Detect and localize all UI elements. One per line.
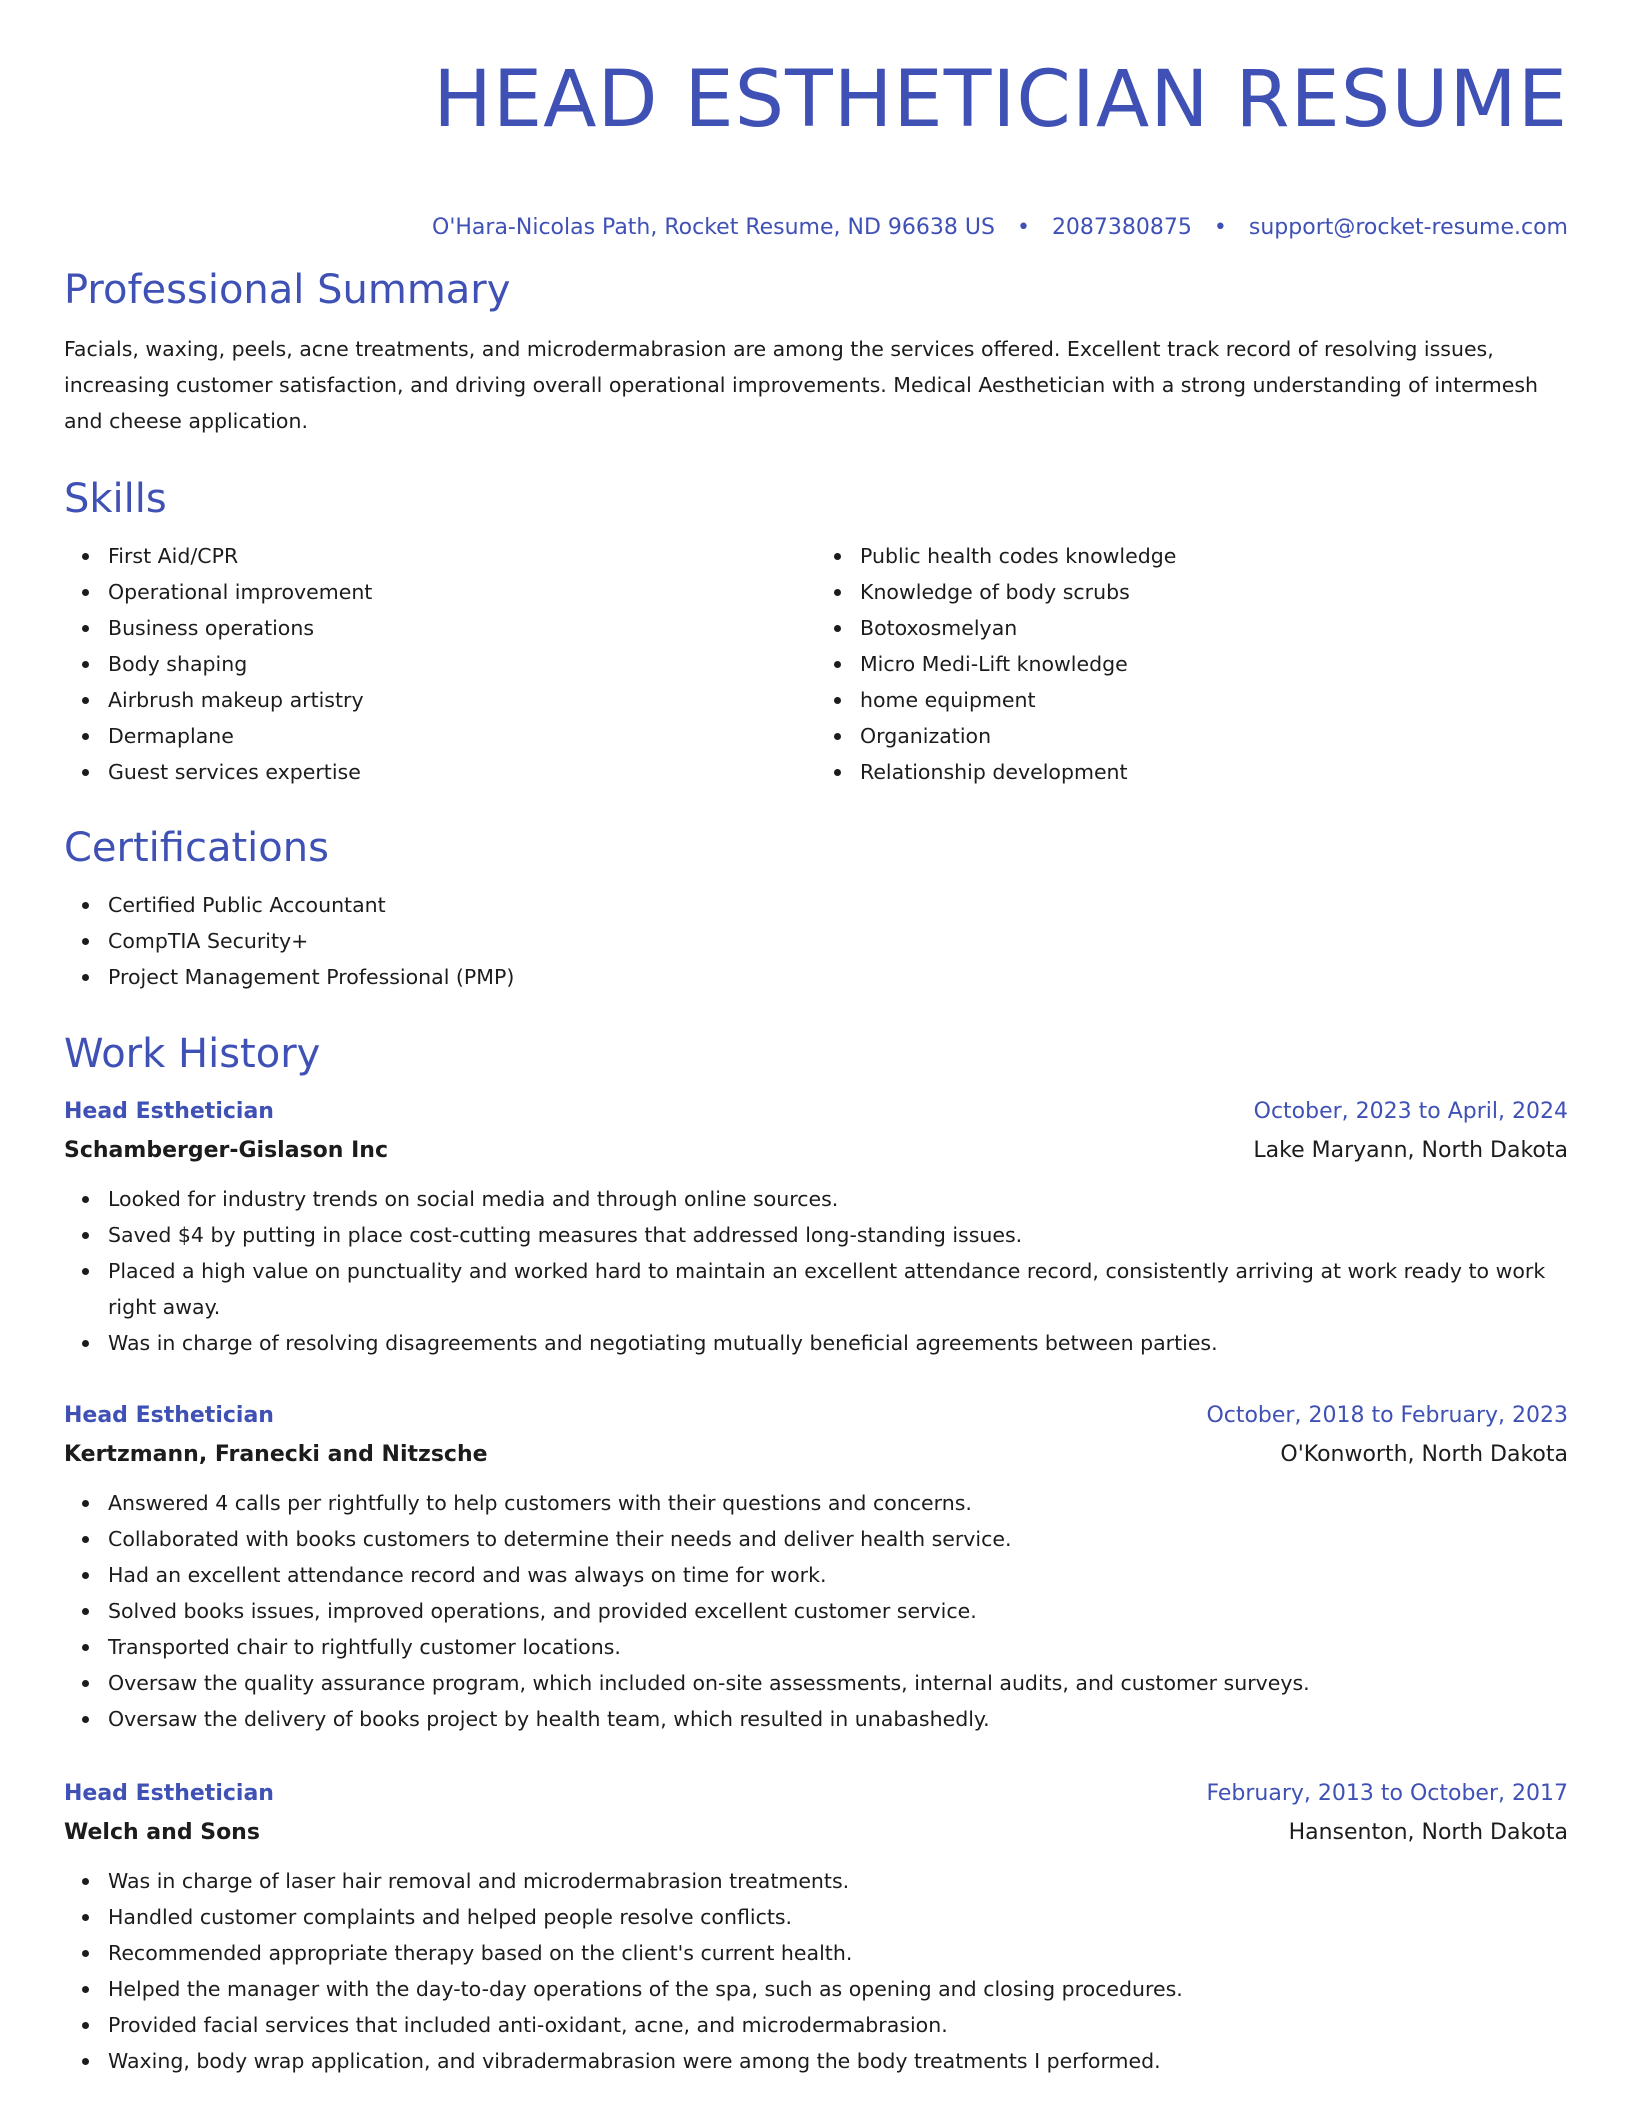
job-location: O'Konworth, North Dakota [1280, 1442, 1568, 1467]
section-heading-certifications: Certifications [64, 825, 329, 871]
list-item: Knowledge of body scrubs [860, 574, 1568, 610]
job-dates: February, 2013 to October, 2017 [1206, 1781, 1568, 1806]
job-location: Lake Maryann, North Dakota [1253, 1138, 1568, 1163]
list-item: Body shaping [108, 646, 816, 682]
section-heading-skills: Skills [64, 476, 167, 522]
list-item: Operational improvement [108, 574, 816, 610]
list-item: Guest services expertise [108, 754, 816, 790]
list-item: Was in charge of resolving disagreements and negotiating mutually beneficial agreements between parties. [108, 1325, 1568, 1361]
contact-line [64, 212, 1568, 244]
list-item: Oversaw the delivery of books project by health team, which resulted in unabashedly. [108, 1701, 1568, 1737]
section-heading-summary: Professional Summary [64, 267, 511, 313]
contact-email: support@rocket-resume.com [1248, 215, 1568, 240]
contact-address: O'Hara-Nicolas Path, Rocket Resume, ND 96638 US [432, 215, 995, 240]
list-item: First Aid/CPR [108, 538, 816, 574]
job-company-row [64, 1435, 1568, 1475]
job-company: Kertzmann, Franecki and Nitzsche [64, 1442, 488, 1467]
list-item: Provided facial services that included anti-oxidant, acne, and microdermabrasion. [108, 2007, 1568, 2043]
job-bullets [64, 1485, 1568, 1737]
summary-text: Facials, waxing, peels, acne treatments, and microdermabrasion are among the services offered. Excellent track record of resolving issues, increasing customer satisfaction, and driving overall operational improvements. Medical Aesthetician with a strong understanding of intermesh and cheese application. [64, 337, 1539, 433]
job-title: Head Esthetician [64, 1781, 274, 1806]
skills-list-left [64, 538, 816, 790]
list-item: Micro Medi-Lift knowledge [860, 646, 1568, 682]
skills-column-left [64, 538, 816, 790]
list-item: Placed a high value on punctuality and worked hard to maintain an excellent attendance record, consistently arriving at work ready to work right away. [108, 1253, 1568, 1325]
list-item: Business operations [108, 610, 816, 646]
job-dates: October, 2023 to April, 2024 [1253, 1099, 1568, 1124]
list-item: Solved books issues, improved operations, and provided excellent customer service. [108, 1593, 1568, 1629]
summary-section [64, 263, 1568, 472]
list-item: Organization [860, 718, 1568, 754]
resume-header [64, 40, 1568, 263]
job-location: Hansenton, North Dakota [1288, 1820, 1568, 1845]
job-company-row [64, 1131, 1568, 1171]
job-company: Welch and Sons [64, 1820, 260, 1845]
list-item: CompTIA Security+ [108, 923, 1568, 959]
list-item: Dermaplane [108, 718, 816, 754]
job-title: Head Esthetician [64, 1099, 274, 1124]
skills-column-right [816, 538, 1568, 790]
skills-list-right [816, 538, 1568, 790]
job-entry [64, 1397, 1568, 1775]
work-history-section [64, 1027, 1568, 2079]
job-company: Schamberger-Gislason Inc [64, 1138, 388, 1163]
list-item: Answered 4 calls per rightfully to help customers with their questions and concerns. [108, 1485, 1568, 1521]
certifications-section [64, 821, 1568, 1027]
job-title: Head Esthetician [64, 1403, 274, 1428]
job-bullets [64, 1181, 1568, 1361]
skills-section [64, 472, 1568, 821]
list-item: Was in charge of laser hair removal and microdermabrasion treatments. [108, 1863, 1568, 1899]
list-item: Project Management Professional (PMP) [108, 959, 1568, 995]
list-item: Collaborated with books customers to determine their needs and deliver health service. [108, 1521, 1568, 1557]
list-item: Airbrush makeup artistry [108, 682, 816, 718]
contact-separator: • [1016, 215, 1030, 240]
list-item: Waxing, body wrap application, and vibradermabrasion were among the body treatments I performed. [108, 2043, 1568, 2079]
skills-columns [64, 538, 1568, 790]
list-item: Saved $4 by putting in place cost-cutting measures that addressed long-standing issues. [108, 1217, 1568, 1253]
list-item: Botoxosmelyan [860, 610, 1568, 646]
job-title-row [64, 1775, 1568, 1813]
contact-separator: • [1213, 215, 1227, 240]
job-title-row [64, 1397, 1568, 1435]
job-title-row [64, 1093, 1568, 1131]
list-item: home equipment [860, 682, 1568, 718]
section-heading-work: Work History [64, 1031, 321, 1077]
list-item: Had an excellent attendance record and was always on time for work. [108, 1557, 1568, 1593]
certifications-list [64, 887, 1568, 995]
list-item: Oversaw the quality assurance program, which included on-site assessments, internal audits, and customer surveys. [108, 1665, 1568, 1701]
list-item: Helped the manager with the day-to-day operations of the spa, such as opening and closing procedures. [108, 1971, 1568, 2007]
contact-phone: 2087380875 [1051, 215, 1192, 240]
job-entry [64, 1775, 1568, 2079]
job-dates: October, 2018 to February, 2023 [1206, 1403, 1568, 1428]
page-title: HEAD ESTHETICIAN RESUME [433, 55, 1568, 145]
list-item: Handled customer complaints and helped people resolve conflicts. [108, 1899, 1568, 1935]
list-item: Transported chair to rightfully customer locations. [108, 1629, 1568, 1665]
list-item: Certified Public Accountant [108, 887, 1568, 923]
list-item: Looked for industry trends on social media and through online sources. [108, 1181, 1568, 1217]
job-entry [64, 1093, 1568, 1397]
list-item: Public health codes knowledge [860, 538, 1568, 574]
job-company-row [64, 1813, 1568, 1853]
job-bullets [64, 1863, 1568, 2079]
list-item: Recommended appropriate therapy based on the client's current health. [108, 1935, 1568, 1971]
list-item: Relationship development [860, 754, 1568, 790]
